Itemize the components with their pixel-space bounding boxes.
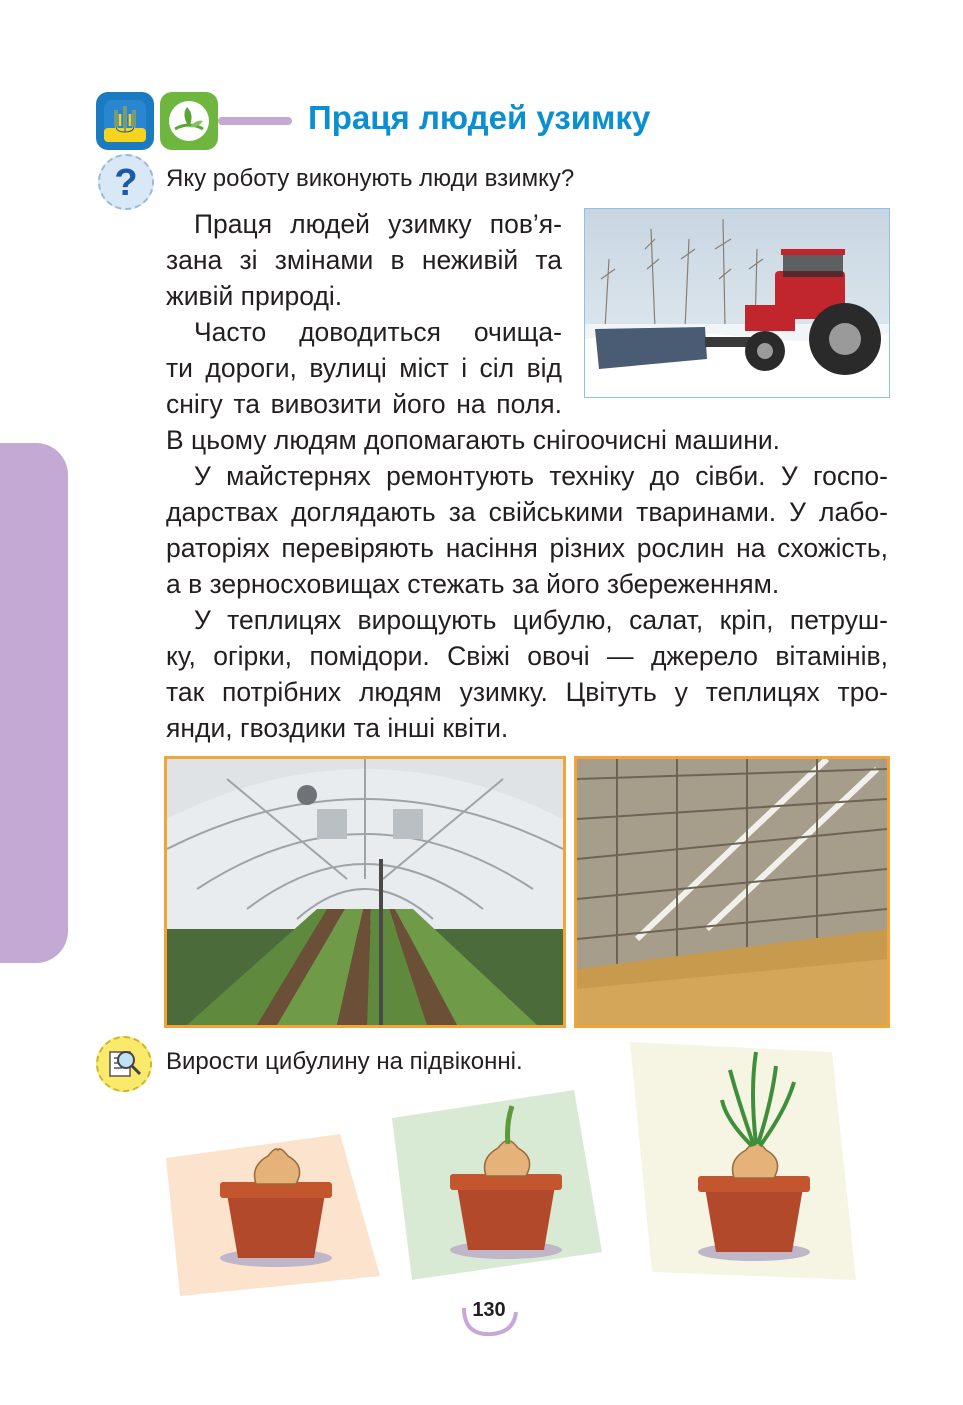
paragraph-line: так потрібних людям узимку. Цвітуть у теплицях тро-	[166, 677, 888, 707]
page-number-badge	[458, 1288, 520, 1340]
paragraph-line: зана зі змінами в неживій та	[166, 245, 562, 275]
snowplow-tractor-photo	[584, 208, 890, 398]
paragraph-line: дарствах доглядають за свійськими тваринами. У лабо-	[166, 497, 888, 527]
paragraph-line: снігу та вивозити його на поля.	[166, 389, 562, 419]
paragraph-2-continued	[166, 422, 866, 458]
activity-text: Вирости цибулину на підвіконні.	[166, 1048, 523, 1075]
greenhouse-photo	[164, 756, 566, 1028]
paragraph-1	[166, 206, 562, 314]
page-number: 130	[472, 1299, 506, 1321]
paragraph-line: янди, гвоздики та інші квіти.	[166, 713, 509, 743]
paragraph-2	[166, 314, 562, 422]
svg-text:?: ?	[114, 162, 138, 202]
paragraph-line: а в зерносховищах стежать за його збереженням.	[166, 569, 780, 599]
paragraph-4	[166, 602, 888, 746]
onion-pot-stage-1	[164, 1128, 382, 1298]
onion-pot-stage-3	[626, 1040, 860, 1286]
paragraph-line: раторіях перевіряють насіння різних рослин на схожість,	[166, 533, 888, 563]
ukraine-trident-icon	[96, 92, 154, 150]
paragraph-line: Часто доводиться очища-	[194, 317, 562, 347]
onion-pot-stage-2	[390, 1088, 606, 1284]
paragraph-line: ку, огірки, помідори. Свіжі овочі — джерело вітамінів,	[166, 641, 888, 671]
paragraph-line: У майстернях ремонтують техніку до сівби. У госпо-	[194, 461, 888, 491]
paragraph-line: ти дороги, вулиці міст і сіл від	[166, 353, 562, 383]
side-tab	[0, 443, 68, 963]
page-title: Праця людей узимку	[308, 99, 651, 136]
paragraph-3	[166, 458, 888, 602]
eco-plant-icon	[160, 92, 218, 150]
paragraph-line: В цьому людям допомагають снігоочисні машини.	[166, 425, 781, 455]
paragraph-line: У теплицях вирощують цибулю, салат, кріп, петруш-	[194, 605, 888, 635]
header-icons	[96, 92, 218, 150]
paragraph-line: Праця людей узимку пов’я-	[194, 209, 562, 239]
magnifier-document-icon	[96, 1036, 152, 1092]
paragraph-line: живій природі.	[166, 281, 343, 311]
question-text: Яку роботу виконують люди взимку?	[166, 165, 575, 192]
header-divider	[218, 117, 292, 125]
question-icon	[98, 154, 154, 210]
grain-storage-photo	[574, 756, 890, 1028]
